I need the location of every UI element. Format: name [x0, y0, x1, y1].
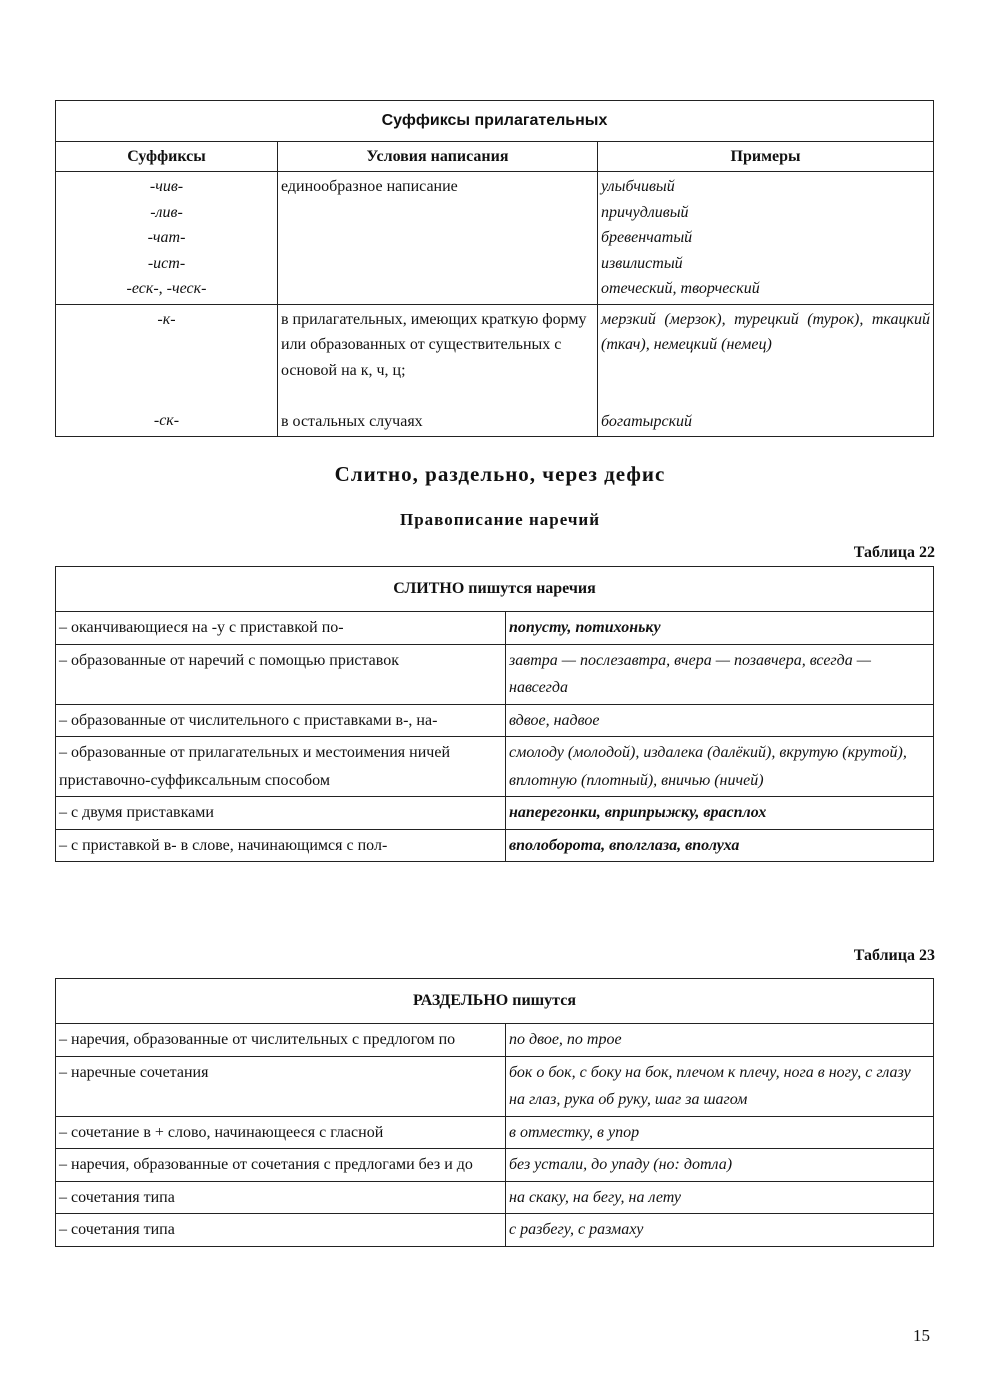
- suffix: -ск-: [153, 412, 180, 429]
- example: богатырский: [601, 412, 693, 430]
- rule: – сочетания типа: [56, 1181, 506, 1214]
- suffix: -чив-: [149, 178, 184, 195]
- subsection-heading: Правописание наречий: [399, 510, 601, 529]
- table-22-label: Таблица 22: [853, 544, 935, 561]
- table-row: [56, 644, 934, 704]
- examples: смолоду (молодой), издалека (далёкий), вкрутую (крутой), вплотную (плотный), вничью (ничей): [506, 737, 934, 797]
- rule: – образованные от числительного с приставками в-, на-: [56, 704, 506, 737]
- table-row: [56, 704, 934, 737]
- rule: – наречия, образованные от числительных с предлогом по: [56, 1024, 506, 1057]
- column-header-suffixes: Суффиксы: [56, 142, 278, 172]
- rule: – оканчивающиеся на -у с приставкой по-: [56, 612, 506, 645]
- example: отеческий, творческий: [601, 280, 760, 297]
- table-22: [55, 566, 934, 862]
- condition: в остальных случаях: [281, 412, 423, 430]
- suffix-list: [56, 304, 278, 437]
- examples: вдвое, надвое: [506, 704, 934, 737]
- example: извилистый: [601, 254, 683, 272]
- example: причудливый: [601, 203, 689, 221]
- examples: с разбегу, с размаху: [506, 1214, 934, 1247]
- rule: – наречные сочетания: [56, 1056, 506, 1116]
- table-caption: Суффиксы прилагательных: [56, 101, 934, 142]
- table-row: [56, 1056, 934, 1116]
- rule: – с приставкой в- в слове, начинающимся с пол-: [56, 829, 506, 862]
- page-number: 15: [913, 1326, 930, 1345]
- examples: в отместку, в упор: [506, 1116, 934, 1149]
- table-row: [56, 1116, 934, 1149]
- examples: завтра — послезавтра, вчера — позавчера, всегда — навсегда: [506, 644, 934, 704]
- table-row: [56, 737, 934, 797]
- table-row: [56, 1149, 934, 1182]
- table-row: [56, 829, 934, 862]
- examples: попусту, потихоньку: [506, 612, 934, 645]
- table-row: [56, 797, 934, 830]
- table-23: [55, 978, 934, 1247]
- table-caption: РАЗДЕЛЬНО пишутся: [56, 979, 934, 1024]
- suffix: -лив-: [150, 203, 183, 221]
- rule: – образованные от наречий с помощью приставок: [56, 644, 506, 704]
- suffix: -ист-: [147, 254, 186, 272]
- examples: наперегонки, вприпрыжку, врасплох: [506, 797, 934, 830]
- example: бревенчатый: [601, 229, 693, 246]
- table-row: [56, 1024, 934, 1057]
- condition: в прилагательных, имеющих краткую форму или образованных от существительных с основой на к, ч, ц;: [281, 310, 587, 379]
- table-caption: СЛИТНО пишутся наречия: [56, 567, 934, 612]
- rule: – сочетание в + слово, начинающееся с гласной: [56, 1116, 506, 1149]
- table-row: [56, 612, 934, 645]
- suffix: -к-: [157, 310, 176, 328]
- condition: единообразное написание: [278, 172, 598, 305]
- example: улыбчивый: [601, 178, 675, 195]
- condition-list: [278, 304, 598, 437]
- adjective-suffixes-table: [55, 100, 934, 437]
- rule: – сочетания типа: [56, 1214, 506, 1247]
- example: мерзкий (мерзок), турецкий (турок), ткацкий (ткач), немецкий (немец): [601, 310, 930, 353]
- suffix: -чат-: [147, 229, 186, 246]
- section-heading: Слитно, раздельно, через дефис: [334, 462, 666, 486]
- table-row: [56, 1181, 934, 1214]
- table-row: [56, 304, 934, 437]
- column-header-conditions: Условия написания: [278, 142, 598, 172]
- suffix-list: [56, 172, 278, 305]
- example-list: [598, 172, 934, 305]
- examples: на скаку, на бегу, на лету: [506, 1181, 934, 1214]
- examples: бок о бок, с боку на бок, плечом к плечу, нога в ногу, с глазу на глаз, рука об руку, шаг за шагом: [506, 1056, 934, 1116]
- examples: вполоборота, вполглаза, вполуха: [506, 829, 934, 862]
- table-23-label: Таблица 23: [853, 947, 935, 964]
- examples: без устали, до упаду (но: дотла): [506, 1149, 934, 1182]
- rule: – с двумя приставками: [56, 797, 506, 830]
- column-header-examples: Примеры: [598, 142, 934, 172]
- examples: по двое, по трое: [506, 1024, 934, 1057]
- table-row: [56, 1214, 934, 1247]
- suffix: -еск-, -ческ-: [126, 280, 207, 297]
- table-row: [56, 172, 934, 305]
- rule: – образованные от прилагательных и местоимения ничей приставочно-суффиксальным способом: [56, 737, 506, 797]
- example-list: [598, 304, 934, 437]
- rule: – наречия, образованные от сочетания с предлогами без и до: [56, 1149, 506, 1182]
